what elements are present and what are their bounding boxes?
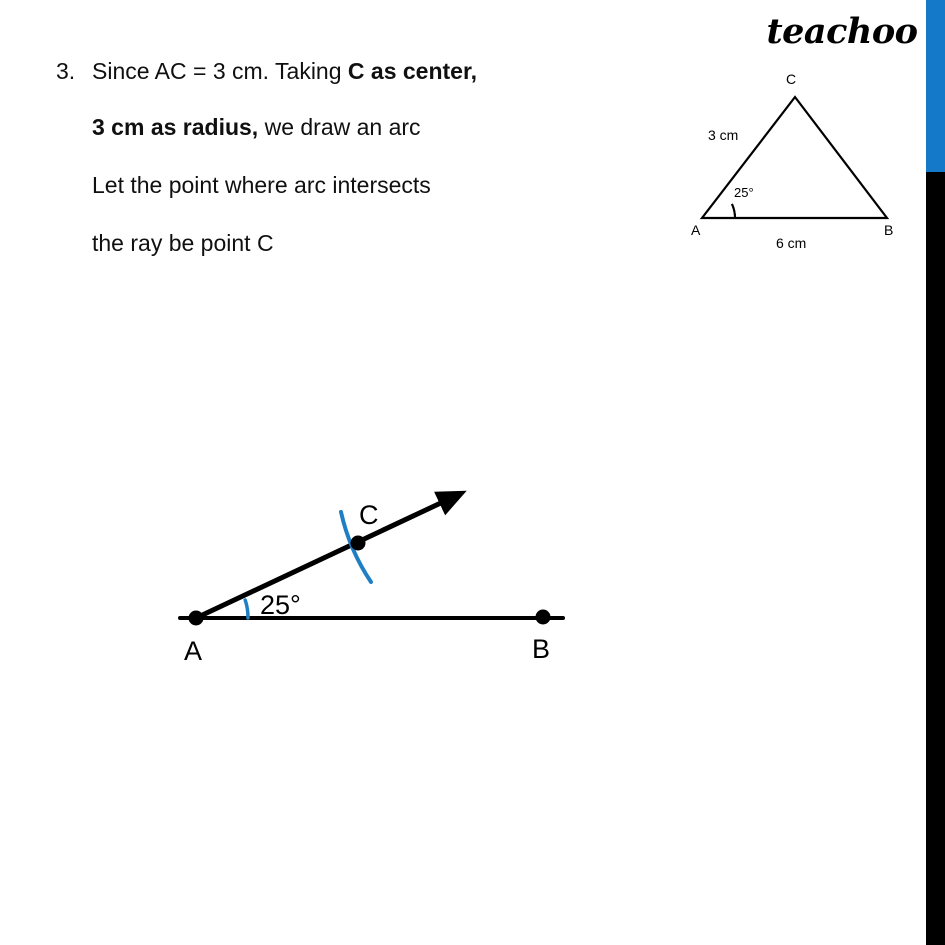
point-dot-a bbox=[189, 611, 204, 626]
step-number: 3. bbox=[56, 58, 76, 84]
construction-svg bbox=[140, 460, 590, 680]
triangle-vertex-label-b: B bbox=[884, 222, 894, 238]
step-line-4-text: the ray be point C bbox=[92, 230, 274, 256]
step-line-1-text bbox=[92, 60, 477, 83]
step-line-1-plain: Since AC = 3 cm. Taking bbox=[92, 58, 348, 84]
point-dot-b bbox=[536, 610, 551, 625]
construction-angle-label: 25° bbox=[260, 590, 301, 620]
step-line-1 bbox=[56, 58, 636, 116]
triangle-angle-label: 25° bbox=[734, 185, 754, 200]
triangle-outline bbox=[702, 97, 887, 218]
edge-accent-bar-blue bbox=[926, 0, 945, 172]
step-text-block bbox=[56, 58, 636, 290]
reference-triangle-figure bbox=[660, 62, 920, 267]
step-line-3 bbox=[56, 174, 636, 232]
construction-point-label-b: B bbox=[532, 634, 551, 664]
triangle-side-label-ac: 3 cm bbox=[708, 127, 739, 143]
triangle-vertex-label-a: A bbox=[691, 222, 701, 238]
triangle-angle-arc-2 bbox=[732, 204, 735, 218]
triangle-vertex-label-c: C bbox=[786, 71, 797, 87]
construction-point-label-c: C bbox=[359, 500, 379, 530]
step-line-2 bbox=[56, 116, 636, 174]
step-line-2-bold: 3 cm as radius, bbox=[92, 114, 259, 140]
step-line-4 bbox=[56, 232, 636, 290]
construction-figure bbox=[140, 460, 590, 685]
step-line-2-plain: we draw an arc bbox=[258, 114, 421, 140]
step-line-1-bold: C as center, bbox=[347, 58, 478, 84]
point-dot-c bbox=[351, 536, 366, 551]
step-line-3-text: Let the point where arc intersects bbox=[92, 172, 431, 198]
teachoo-logo: teachoo bbox=[766, 11, 918, 52]
angle-arc-blue bbox=[245, 600, 248, 618]
construction-point-label-a: A bbox=[184, 636, 203, 666]
edge-accent-bar-black bbox=[926, 172, 945, 945]
triangle-side-label-ab: 6 cm bbox=[776, 235, 807, 251]
ray-from-a bbox=[196, 501, 445, 618]
step-line-2-text bbox=[56, 116, 421, 139]
